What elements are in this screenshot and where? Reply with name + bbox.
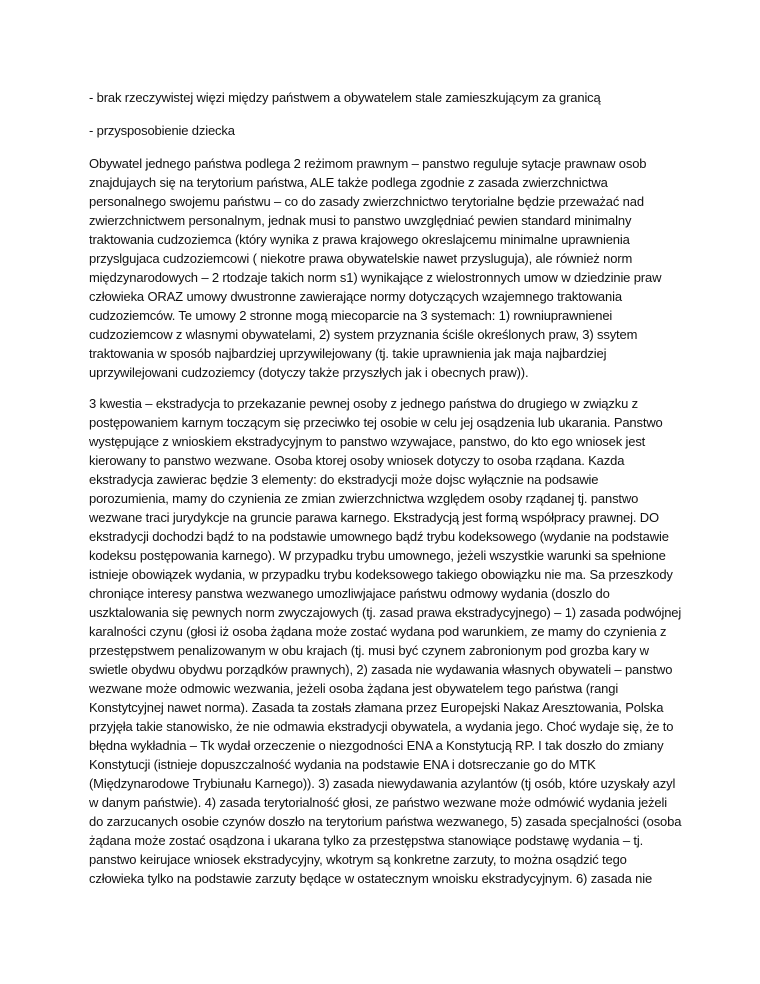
- text-line: istnieje obowiązek wydania, w przypadku trybu kodeksowego takiego obowiązku nie ma. Sa przeszkody: [89, 567, 673, 582]
- text-line: przyslgujaca cudzoziemcowi ( niekotre prawa obywatelskie nawet przysluguja), ale również norm: [89, 251, 633, 266]
- text-line: postępowaniem karnym toczącym się przeciwko tej osobie w celu jej osądzenia lub ukarania. Panstwo: [89, 415, 663, 430]
- text-line: personalnego swojemu państwu – co do zasady zwierzchnictwo terytorialne będzie przeważać nad: [89, 194, 644, 209]
- text-line: wezwane traci jurydykcje na gruncie parawa karnego. Ekstradycją jest formą współpracy prawnej. DO: [89, 510, 659, 525]
- text-line: porozumienia, mamy do czynienia ze zmian zwierzchnictwa względem osoby rządanej tj. panstwo: [89, 491, 639, 506]
- text-line: Obywatel jednego państwa podlega 2 reżimom prawnym – panstwo reguluje sytacje prawnaw osob: [89, 156, 647, 171]
- text-line: - przysposobienie dziecka: [89, 123, 235, 138]
- text-line: 3 kwestia – ekstradycja to przekazanie pewnej osoby z jednego państwa do drugiego w związku z: [89, 396, 638, 411]
- text-line: uszktalowania się pewnych norm zwyczajowych (tj. zasad prawa ekstradycyjnego) – 1) zasada podwójnej: [89, 605, 682, 620]
- paragraph-extradition: [89, 394, 689, 888]
- text-line: Konstytucji (istnieje dopuszczalność wydania na podstawie ENA i dotsreczanie go do MTK: [89, 757, 596, 772]
- text-line: człowieka tylko na podstawie zarzuty będące w ostatecznym wnoisku ekstradycyjnym. 6) zasada nie: [89, 871, 653, 886]
- text-line: cudzoziemców. Te umowy 2 stronne mogą miecoparcie na 3 systemach: 1) rowniuprawnienei: [89, 308, 613, 323]
- text-line: uprzywilejowani cudzoziemcy (dotyczy także przyszłych jak i obecnych praw)).: [89, 365, 529, 380]
- text-line: traktowania cudzoziemca (który wynika z prawa krajowego okreslajcemu minimalne uprawnienia: [89, 232, 630, 247]
- text-line: w danym państwie). 4) zasada terytorialność głosi, ze państwo wezwane może odmówić wydania jeżeli: [89, 795, 667, 810]
- text-line: międzynarodowych – 2 rtodzaje takich norm s1) wynikające z wielostronnych umow w dziedzinie praw: [89, 270, 662, 285]
- text-line: znajdujaych się na terytorium państwa, ALE także podlega zgodnie z zasada zwierzchnictwa: [89, 175, 608, 190]
- text-line: przestępstwem penalizowanym w obu krajach (tj. musi być czynem zabronionym pod grozba kary w: [89, 643, 649, 658]
- text-line: Konstytcyjnej nawet norma). Zasada ta zostałs złamana przez Europejski Nakaz Aresztowania, Polska: [89, 700, 664, 715]
- text-line: kodeksu postępowania karnego). W przypadku trybu umownego, jeżeli wszystkie warunki sa spełnione: [89, 548, 666, 563]
- paragraph-bullet-1: [89, 88, 689, 107]
- text-line: zwierzchnictwem personalnym, jednak musi to panstwo uwzględniać pewien standard minimalny: [89, 213, 632, 228]
- text-line: karalności czynu (głosi iż osoba żądana może zostać wydana pod warunkiem, ze mamy do czynienia z: [89, 624, 667, 639]
- text-line: - brak rzeczywistej więzi między państwem a obywatelem stale zamieszkującym za granicą: [89, 90, 601, 105]
- text-line: występujące z wnioskiem ekstradycyjnym to panstwo wzywajace, panstwo, do kto ego wniosek jest: [89, 434, 646, 449]
- text-line: cudzoziemcow z wlasnymi obywatelami, 2) system przyznania ściśle określonych praw, 3) ssytem: [89, 327, 638, 342]
- text-line: traktowania w sposób najbardziej uprzywilejowany (tj. takie uprawnienia jak maja najbardziej: [89, 346, 607, 361]
- text-line: żądana może zostać osądzona i ukarana tylko za przestępstwa stanowiące podstawę wydania – tj.: [89, 833, 644, 848]
- text-line: błędna wykładnia – Tk wydał orzeczenie o niezgodności ENA a Konstytucją RP. I tak doszło do zmiany: [89, 738, 664, 753]
- text-line: człowieka ORAZ umowy dwustronne zawierające normy dotyczących wzajemnego traktowania: [89, 289, 622, 304]
- text-line: chroniące interesy panstwa wezwanego umozliwjajace państwu odmowy wydania (doszlo do: [89, 586, 610, 601]
- text-line: panstwo keirujace wniosek ekstradycyjny, wkotrym są konkretne zarzuty, to można osądzić tego: [89, 852, 627, 867]
- text-line: ekstradycja zawierac będzie 3 elementy: do ekstradycji może dojsc wyłącznie na podsawie: [89, 472, 599, 487]
- text-line: wezwane może odmowic wezwania, jeżeli osoba żądana jest obywatelem tego państwa (rangi: [89, 681, 619, 696]
- text-line: przyjęła takie stanowisko, że nie odmawia ekstradycji obywatela, a wydania jego. Choć wydaje się, że to: [89, 719, 674, 734]
- text-line: (Międzynarodowe Trybiunału Karnego)). 3) zasada niewydawania azylantów (tj osób, które uzyskały azyl: [89, 776, 676, 791]
- paragraph-citizenship: [89, 154, 689, 382]
- text-line: do zarzucanych osobie czynów doszło na terytorium państwa wezwanego, 5) zasada specjalności (osoba: [89, 814, 682, 829]
- text-line: kierowany to panstwo wezwane. Osoba ktorej osoby wniosek dotyczy to osoba rządana. Kazda: [89, 453, 625, 468]
- text-line: swietle obydwu obydwu porządków prawnych), 2) zasada nie wydawania własnych obywateli – panstwo: [89, 662, 673, 677]
- paragraph-bullet-2: [89, 121, 689, 140]
- text-line: ekstradycji dochodzi bądź to na podstawie umownego bądź trybu kodeksowego (wydanie na podstawie: [89, 529, 669, 544]
